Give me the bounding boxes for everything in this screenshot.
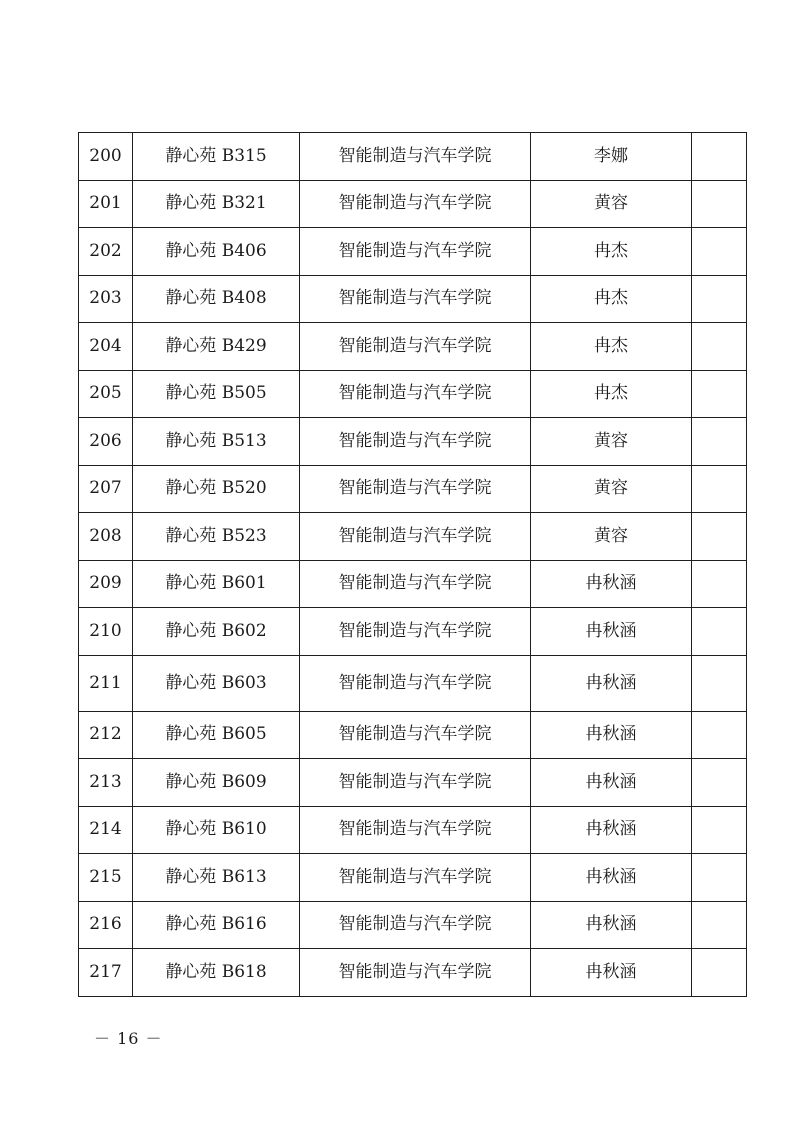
person-cell: 黄容 [531, 180, 692, 228]
room-cell: 静心苑 B523 [133, 513, 300, 561]
table-row [79, 228, 747, 276]
room-cell: 静心苑 B616 [133, 901, 300, 949]
person-cell: 冉秋涵 [531, 854, 692, 902]
note-cell [692, 711, 747, 759]
row-number-cell: 210 [79, 608, 133, 656]
table-row [79, 323, 747, 371]
room-cell: 静心苑 B513 [133, 418, 300, 466]
person-cell: 黄容 [531, 465, 692, 513]
room-cell: 静心苑 B520 [133, 465, 300, 513]
table-row [79, 759, 747, 807]
person-cell: 李娜 [531, 133, 692, 181]
room-cell: 静心苑 B601 [133, 560, 300, 608]
college-cell: 智能制造与汽车学院 [300, 759, 531, 807]
table-row [79, 901, 747, 949]
note-cell [692, 133, 747, 181]
person-cell: 冉杰 [531, 275, 692, 323]
college-cell: 智能制造与汽车学院 [300, 180, 531, 228]
person-cell: 黄容 [531, 418, 692, 466]
row-number-cell: 201 [79, 180, 133, 228]
room-cell: 静心苑 B610 [133, 806, 300, 854]
note-cell [692, 370, 747, 418]
college-cell: 智能制造与汽车学院 [300, 465, 531, 513]
row-number-cell: 215 [79, 854, 133, 902]
college-cell: 智能制造与汽车学院 [300, 949, 531, 997]
row-number-cell: 206 [79, 418, 133, 466]
row-number-cell: 217 [79, 949, 133, 997]
room-cell: 静心苑 B618 [133, 949, 300, 997]
college-cell: 智能制造与汽车学院 [300, 560, 531, 608]
row-number-cell: 208 [79, 513, 133, 561]
row-number-cell: 202 [79, 228, 133, 276]
room-cell: 静心苑 B315 [133, 133, 300, 181]
dormitory-table [78, 132, 747, 997]
room-cell: 静心苑 B602 [133, 608, 300, 656]
table-body [79, 133, 747, 997]
room-cell: 静心苑 B505 [133, 370, 300, 418]
note-cell [692, 949, 747, 997]
college-cell: 智能制造与汽车学院 [300, 275, 531, 323]
row-number-cell: 211 [79, 655, 133, 711]
college-cell: 智能制造与汽车学院 [300, 854, 531, 902]
room-cell: 静心苑 B408 [133, 275, 300, 323]
note-cell [692, 655, 747, 711]
college-cell: 智能制造与汽车学院 [300, 901, 531, 949]
room-cell: 静心苑 B429 [133, 323, 300, 371]
person-cell: 冉秋涵 [531, 655, 692, 711]
row-number-cell: 213 [79, 759, 133, 807]
note-cell [692, 854, 747, 902]
person-cell: 冉杰 [531, 370, 692, 418]
person-cell: 冉秋涵 [531, 560, 692, 608]
note-cell [692, 465, 747, 513]
college-cell: 智能制造与汽车学院 [300, 513, 531, 561]
college-cell: 智能制造与汽车学院 [300, 133, 531, 181]
college-cell: 智能制造与汽车学院 [300, 370, 531, 418]
row-number-cell: 209 [79, 560, 133, 608]
table-row [79, 806, 747, 854]
row-number-cell: 203 [79, 275, 133, 323]
table-row [79, 560, 747, 608]
room-cell: 静心苑 B321 [133, 180, 300, 228]
note-cell [692, 759, 747, 807]
college-cell: 智能制造与汽车学院 [300, 418, 531, 466]
note-cell [692, 180, 747, 228]
table-row [79, 370, 747, 418]
note-cell [692, 228, 747, 276]
college-cell: 智能制造与汽车学院 [300, 228, 531, 276]
row-number-cell: 214 [79, 806, 133, 854]
college-cell: 智能制造与汽车学院 [300, 655, 531, 711]
person-cell: 冉秋涵 [531, 901, 692, 949]
table-row [79, 418, 747, 466]
college-cell: 智能制造与汽车学院 [300, 711, 531, 759]
person-cell: 冉杰 [531, 228, 692, 276]
room-cell: 静心苑 B613 [133, 854, 300, 902]
row-number-cell: 205 [79, 370, 133, 418]
note-cell [692, 513, 747, 561]
person-cell: 冉秋涵 [531, 949, 692, 997]
row-number-cell: 212 [79, 711, 133, 759]
table-row [79, 133, 747, 181]
note-cell [692, 806, 747, 854]
row-number-cell: 216 [79, 901, 133, 949]
note-cell [692, 275, 747, 323]
room-cell: 静心苑 B603 [133, 655, 300, 711]
row-number-cell: 204 [79, 323, 133, 371]
table-row [79, 655, 747, 711]
note-cell [692, 323, 747, 371]
room-cell: 静心苑 B406 [133, 228, 300, 276]
note-cell [692, 418, 747, 466]
college-cell: 智能制造与汽车学院 [300, 608, 531, 656]
person-cell: 黄容 [531, 513, 692, 561]
table-row [79, 608, 747, 656]
table-row [79, 180, 747, 228]
table-row [79, 513, 747, 561]
table-row [79, 275, 747, 323]
person-cell: 冉杰 [531, 323, 692, 371]
row-number-cell: 200 [79, 133, 133, 181]
note-cell [692, 560, 747, 608]
person-cell: 冉秋涵 [531, 806, 692, 854]
college-cell: 智能制造与汽车学院 [300, 323, 531, 371]
table-row [79, 854, 747, 902]
note-cell [692, 901, 747, 949]
college-cell: 智能制造与汽车学院 [300, 806, 531, 854]
table-row [79, 949, 747, 997]
person-cell: 冉秋涵 [531, 608, 692, 656]
note-cell [692, 608, 747, 656]
room-cell: 静心苑 B609 [133, 759, 300, 807]
room-cell: 静心苑 B605 [133, 711, 300, 759]
row-number-cell: 207 [79, 465, 133, 513]
table-row [79, 711, 747, 759]
person-cell: 冉秋涵 [531, 711, 692, 759]
table-row [79, 465, 747, 513]
person-cell: 冉秋涵 [531, 759, 692, 807]
page-number: － 16 － [94, 1029, 163, 1048]
